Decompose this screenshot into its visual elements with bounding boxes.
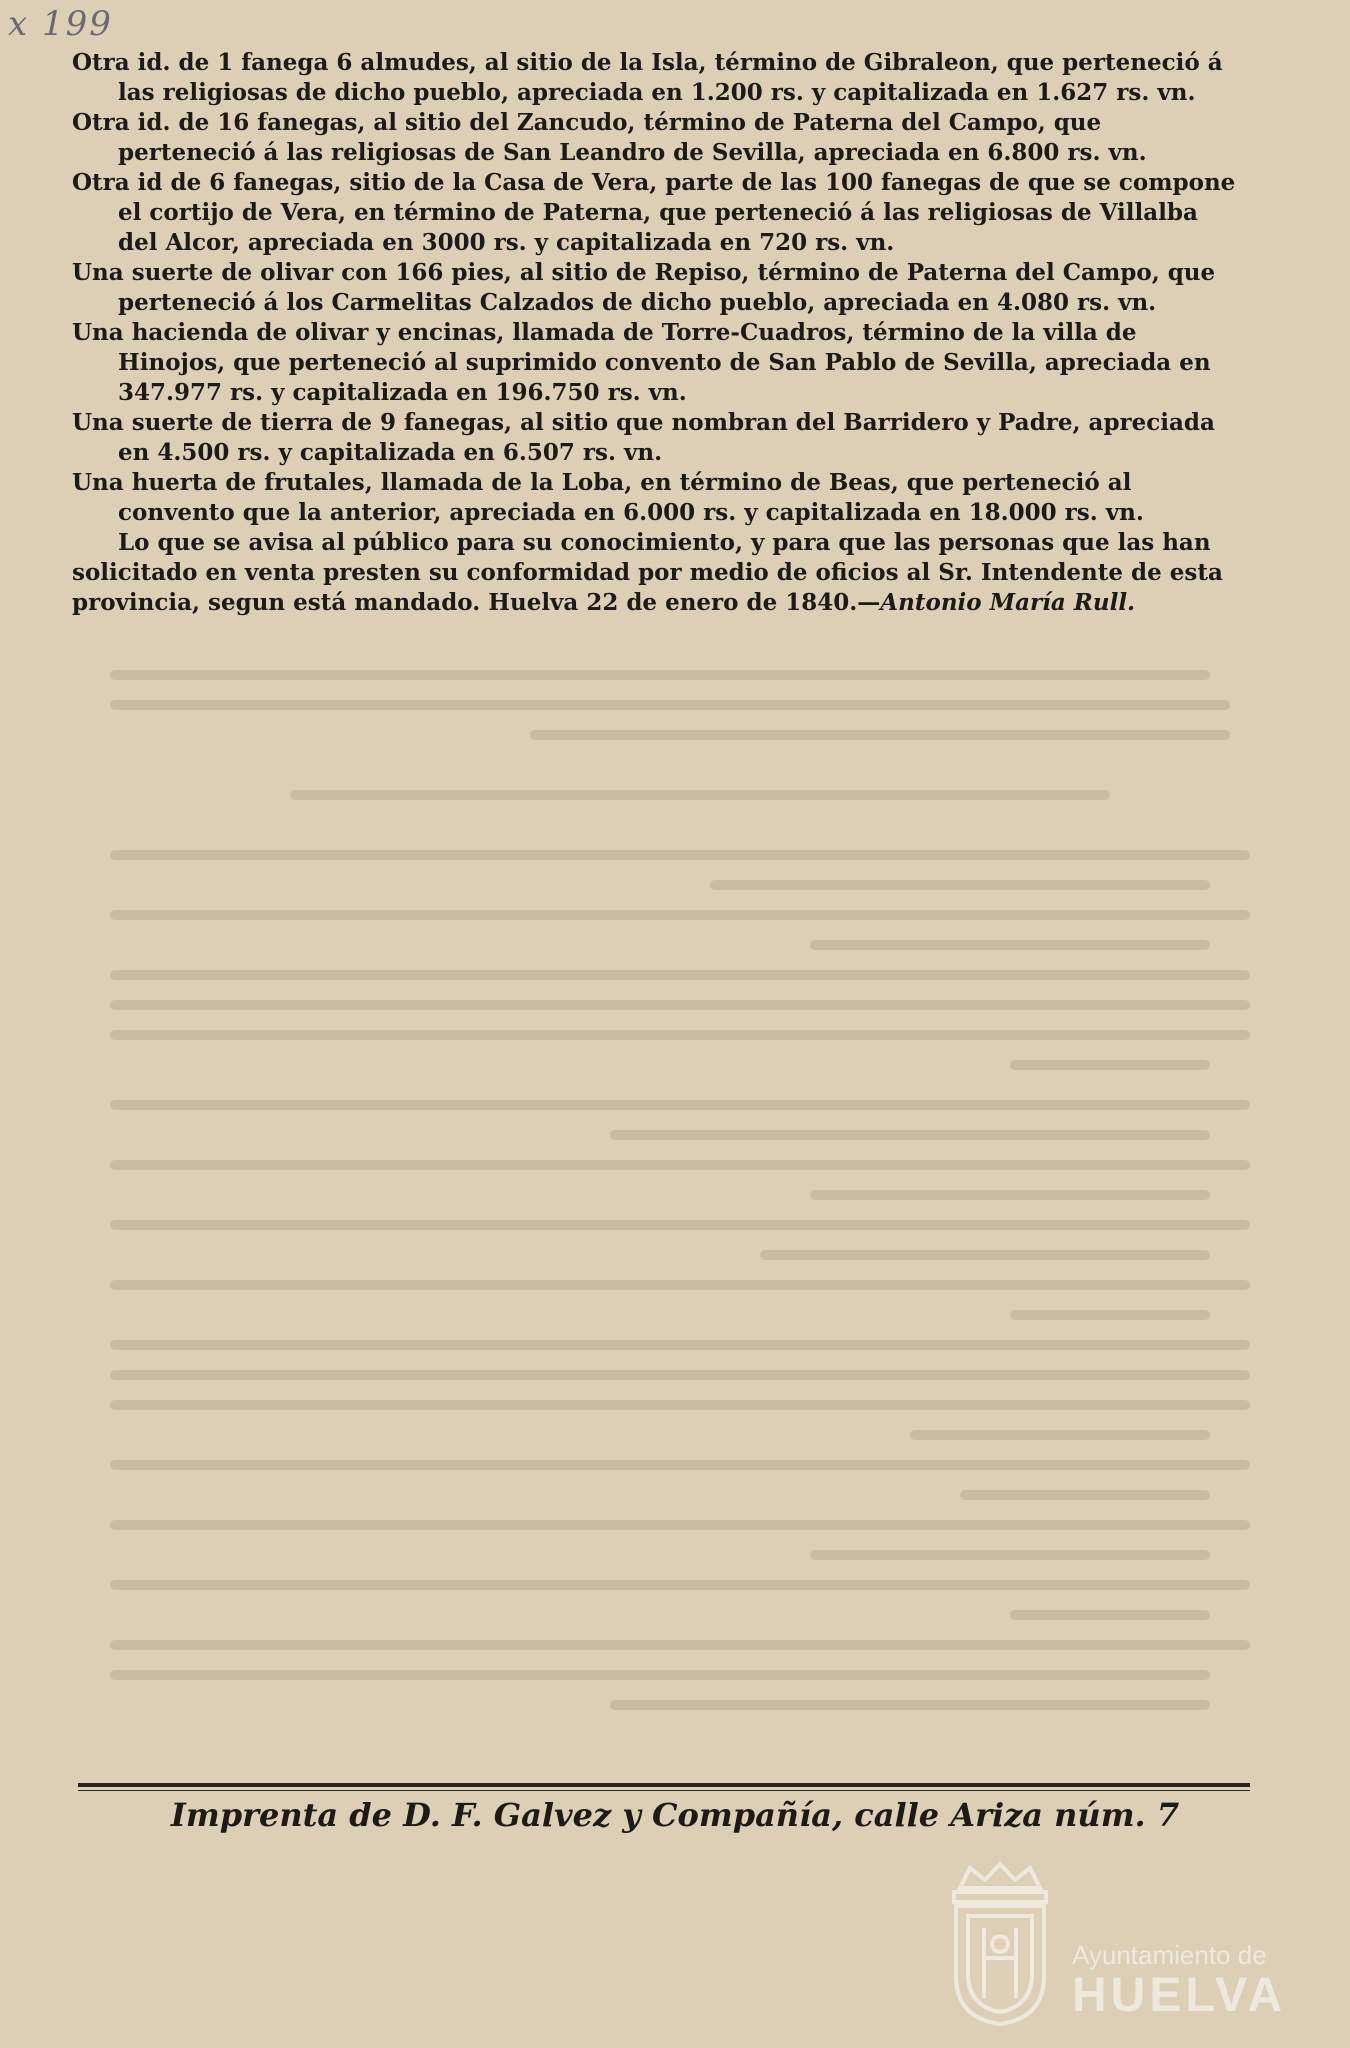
watermark-line2: HUELVA (1072, 1969, 1287, 2022)
property-entry: Una hacienda de olivar y encinas, llamada de Torre-Cuadros, término de la villa de Hinojos, que perteneció al suprimido convento de San Pablo de Sevilla, apreciada en 347.977 rs. y capitalizada en 196.750 rs. vn. (72, 319, 1211, 406)
closing-text: Lo que se avisa al público para su conocimiento, y para que las personas que las han solicitado en venta presten su conformidad por medio de oficios al Sr. Intendente de esta provincia, segun está mandado. Huelva 22 de enero de 1840.— (72, 529, 1223, 616)
signature: Antonio María Rull. (880, 589, 1136, 616)
property-entry: Una huerta de frutales, llamada de la Loba, en término de Beas, que perteneció al convento que la anterior, apreciada en 6.000 rs. y capitalizada en 18.000 rs. vn. (72, 469, 1144, 526)
closing-paragraph (72, 528, 1242, 618)
ayuntamiento-watermark (940, 1858, 1320, 2038)
footer-rule-thin (78, 1790, 1250, 1791)
handwritten-marginalia: x 199 (8, 4, 113, 44)
watermark-line1: Ayuntamiento de (1072, 1940, 1267, 1970)
property-entry: Otra id. de 16 fanegas, al sitio del Zancudo, término de Paterna del Campo, que perteneció á las religiosas de San Leandro de Sevilla, apreciada en 6.800 rs. vn. (72, 109, 1147, 166)
property-entry: Otra id de 6 fanegas, sitio de la Casa de Vera, parte de las 100 fanegas de que se compone el cortijo de Vera, en término de Paterna, que perteneció á las religiosas de Villalba del Alcor, apreciada en 3000 rs. y capitalizada en 720 rs. vn. (72, 169, 1236, 256)
coat-of-arms-icon (940, 1858, 1060, 2028)
document-body (72, 48, 1242, 618)
printer-imprint: Imprenta de D. F. Galvez y Compañía, calle Ariza núm. 7 (170, 1796, 1180, 1834)
footer-rule (78, 1783, 1250, 1787)
property-entry: Otra id. de 1 fanega 6 almudes, al sitio de la Isla, término de Gibraleon, que perteneció á las religiosas de dicho pueblo, apreciada en 1.200 rs. y capitalizada en 1.627 rs. vn. (72, 49, 1223, 106)
property-entry: Una suerte de tierra de 9 fanegas, al sitio que nombran del Barridero y Padre, apreciada en 4.500 rs. y capitalizada en 6.507 rs. vn. (72, 409, 1215, 466)
property-entry: Una suerte de olivar con 166 pies, al sitio de Repiso, término de Paterna del Campo, que perteneció á los Carmelitas Calzados de dicho pueblo, apreciada en 4.080 rs. vn. (72, 259, 1216, 316)
show-through-texture (70, 660, 1250, 1740)
